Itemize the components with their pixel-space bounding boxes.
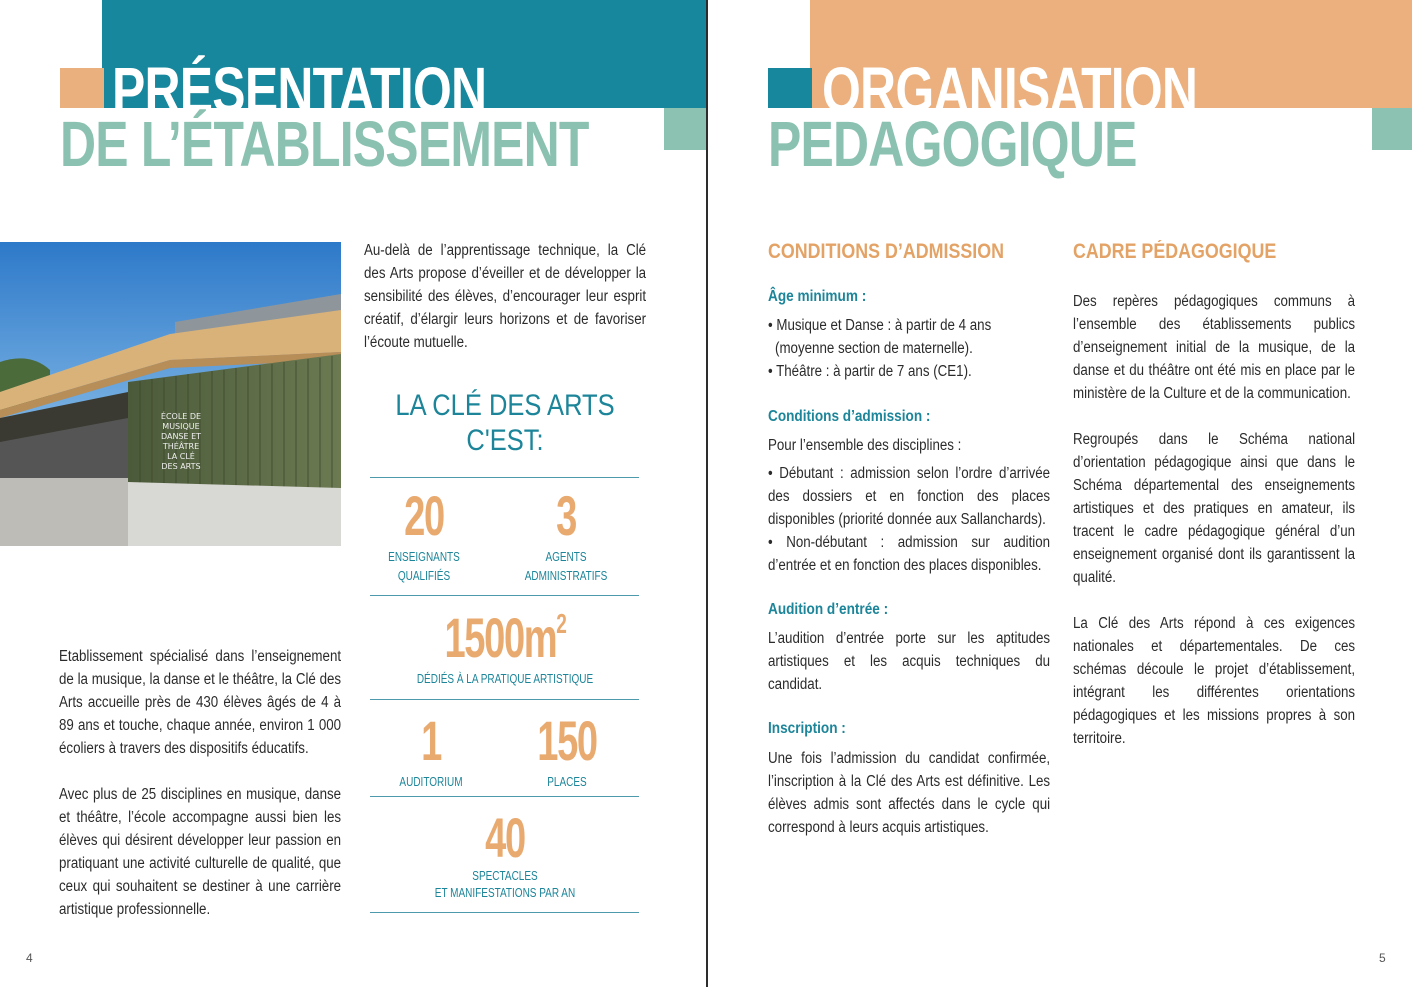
cadre-paragraph-1: Des repères pédagogiques communs à l’ensemble des établissements publics d’enseignement initial de la musique, de la danse et du théâtre ont été mis en place par le ministère de la Culture et de la communication. bbox=[1073, 293, 1356, 402]
cadre-paragraph-2: Regroupés dans le Schéma national d’orientation pédagogique ainsi que dans le Schéma départemental des enseignements artistiques et des pratiques en amateur, ils tracent le cadre pédagogique général d’un enseignement organisé dont ils garantissent la qualité. bbox=[1073, 431, 1356, 586]
page-number-left: 4 bbox=[26, 951, 33, 965]
accent-square-teal bbox=[768, 68, 812, 108]
subheading-age: Âge minimum : bbox=[768, 288, 867, 305]
description-paragraph-2: Avec plus de 25 disciplines en musique, danse et théâtre, l’école accompagne aussi bien les élèves qui désirent développer leur passion en pratiquant une activité culturelle de qualité, que ceux qui souhaitent se destiner à une carrière artistique professionnelle. bbox=[59, 786, 342, 918]
stat-agents-number: 3 bbox=[556, 484, 576, 547]
page-title-line1-right: ORGANISATION bbox=[822, 54, 1198, 126]
building-photo bbox=[0, 242, 341, 546]
page-title-line2: DE L’ÉTABLISSEMENT bbox=[60, 108, 589, 180]
subheading-audition: Audition d’entrée : bbox=[768, 601, 889, 618]
stat-auditorium-number: 1 bbox=[421, 709, 441, 772]
age-bullet-2: • Théâtre : à partir de 7 ans (CE1). bbox=[768, 363, 972, 380]
stat-auditorium-label: AUDITORIUM bbox=[399, 775, 463, 789]
stat-shows-label-2: ET MANIFESTATIONS PAR AN bbox=[434, 886, 576, 900]
stat-agents-label: AGENTS ADMINISTRATIFS bbox=[524, 550, 608, 583]
description-paragraph-1: Etablissement spécialisé dans l’enseignement de la musique, la danse et le théâtre, la Clé des Arts accueille près de 430 élèves âgés de 4 à 89 ans et touche, chaque année, environ 1 000 écoliers à travers des dispositifs éducatifs. bbox=[59, 648, 342, 757]
stats-divider bbox=[370, 796, 639, 797]
stats-title-line2: C'EST: bbox=[466, 424, 544, 457]
stat-places-number: 150 bbox=[537, 709, 597, 772]
stat-shows-label-1: SPECTACLES bbox=[472, 869, 538, 883]
stat-agents bbox=[496, 484, 636, 586]
school-sign: ÉCOLE DE MUSIQUE DANSE ET THÉÂTRE LA CLÉ DES ARTS bbox=[160, 412, 202, 471]
age-bullet-1-continued: (moyenne section de maternelle). bbox=[775, 340, 973, 357]
stats-panel bbox=[370, 388, 640, 458]
stats-title-line1: LA CLÉ DES ARTS bbox=[395, 389, 615, 422]
stat-area bbox=[370, 606, 640, 689]
page-title-line2-right: PEDAGOGIQUE bbox=[768, 108, 1137, 180]
section-heading-cadre: CADRE PÉDAGOGIQUE bbox=[1073, 240, 1277, 263]
stat-teachers bbox=[370, 484, 478, 586]
stat-area-unit: m bbox=[523, 606, 557, 669]
conditions-bullet-2: • Non-débutant : admission sur audition d’entrée et en fonction des places disponibles. bbox=[768, 534, 1051, 574]
stat-places bbox=[506, 709, 628, 792]
accent-square-mint-right bbox=[1372, 108, 1412, 150]
section-heading-admission: CONDITIONS D’ADMISSION bbox=[768, 240, 1005, 263]
stats-divider bbox=[370, 699, 639, 700]
page-divider bbox=[706, 0, 708, 987]
cadre-paragraph-3: La Clé des Arts répond à ces exigences nationales et départementales. De ces schémas découle le projet d’établissement, intégrant les différentes orientations pédagogiques et les missions propres à son territoire. bbox=[1073, 615, 1356, 747]
stat-shows bbox=[370, 806, 640, 902]
stat-area-label: DÉDIÉS À LA PRATIQUE ARTISTIQUE bbox=[416, 672, 594, 686]
stat-shows-number: 40 bbox=[485, 806, 525, 869]
stat-places-label: PLACES bbox=[547, 775, 587, 789]
accent-square-mint bbox=[664, 108, 706, 150]
stats-divider bbox=[370, 477, 639, 478]
subheading-conditions: Conditions d’admission : bbox=[768, 408, 931, 425]
stat-area-exponent: 2 bbox=[556, 608, 566, 639]
page-title-line1: PRÉSENTATION bbox=[112, 54, 487, 126]
subheading-inscription: Inscription : bbox=[768, 720, 846, 737]
inscription-text: Une fois l’admission du candidat confirmée, l’inscription à la Clé des Arts est définitive. Les élèves admis sont affectés dans le cycle qui correspond à leurs acquis artistiques. bbox=[768, 750, 1051, 836]
stats-divider bbox=[370, 595, 639, 596]
page-number-right: 5 bbox=[1379, 951, 1386, 965]
stats-divider bbox=[370, 912, 639, 913]
stat-teachers-number: 20 bbox=[404, 484, 444, 547]
conditions-intro: Pour l’ensemble des disciplines : bbox=[768, 437, 962, 454]
stat-teachers-label-1: ENSEIGNANTS bbox=[388, 550, 460, 564]
stat-area-value: 1500 bbox=[444, 606, 524, 669]
audition-text: L’audition d’entrée porte sur les aptitudes artistiques et les acquis techniques du candidat. bbox=[768, 630, 1051, 693]
stat-teachers-label-2: QUALIFIÉS bbox=[397, 569, 451, 583]
accent-square-orange bbox=[60, 68, 104, 108]
stat-auditorium bbox=[370, 709, 492, 792]
conditions-bullet-1: • Débutant : admission selon l’ordre d’arrivée des dossiers et en fonction des places disponibles (priorité donnée aux Sallanchards). bbox=[768, 465, 1051, 528]
age-bullet-1: • Musique et Danse : à partir de 4 ans bbox=[768, 317, 992, 334]
stat-area-number bbox=[413, 606, 597, 669]
intro-text: Au-delà de l’apprentissage technique, la Clé des Arts propose d’éveiller et de développer la sensibilité des élèves, d’encourager leur esprit créatif, d’élargir leurs horizons et de favoriser l’écoute mutuelle. bbox=[364, 242, 647, 351]
